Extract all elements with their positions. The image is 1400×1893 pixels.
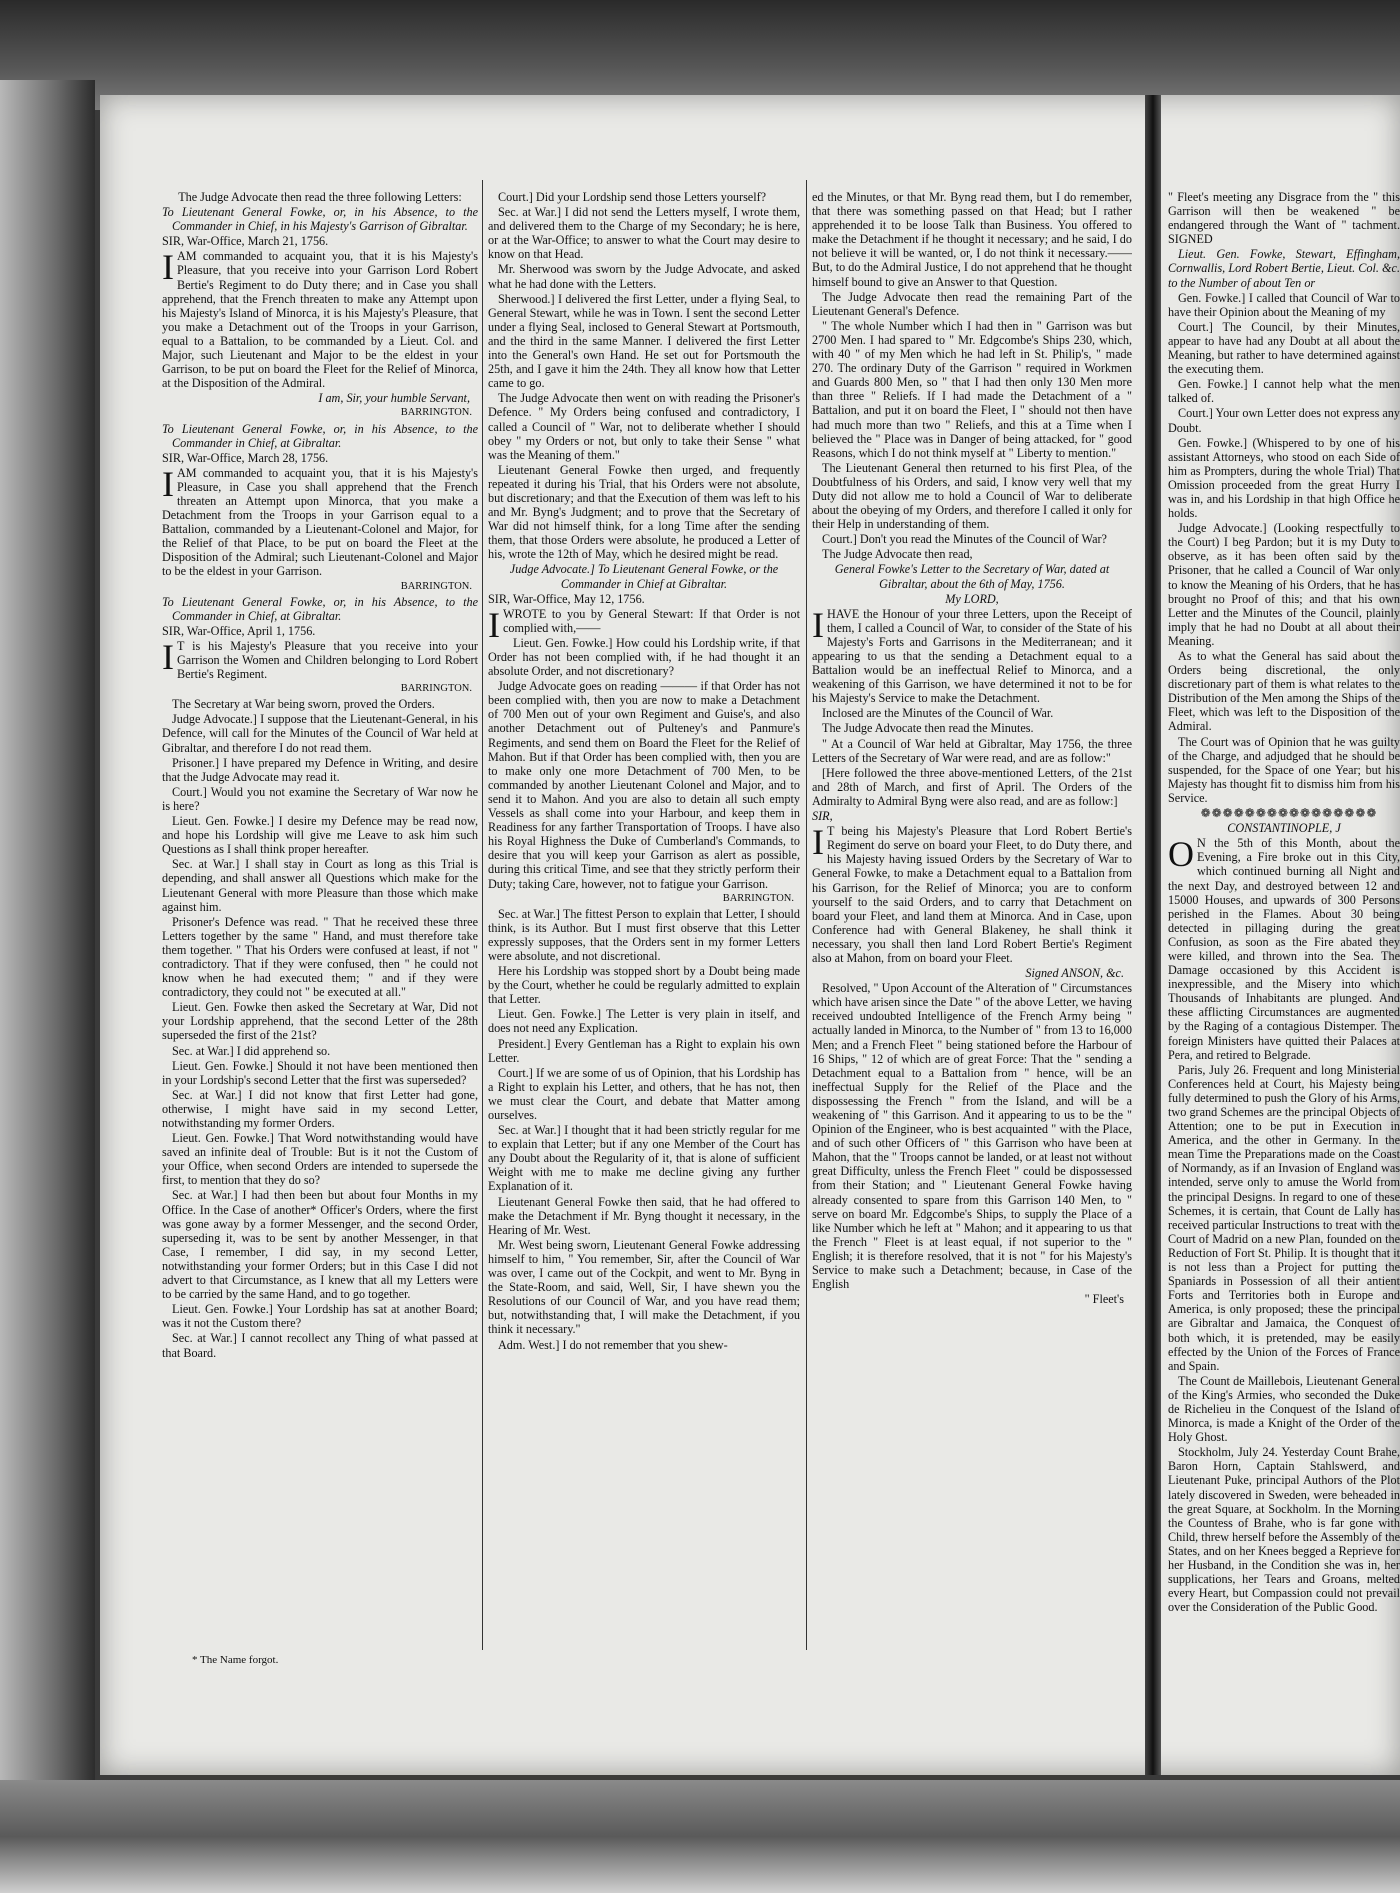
letter-6-body: I T being his Majesty's Pleasure that Lord Robert Bertie's Regiment do serve on board your Fleet, to do Duty there, and his Majesty having issued Orders by the Secretary of War to General Fowke, to make a Detachment equal to a Battalion from his Garrison, for the Relief of Minorca; you are to conform yourself to the said Orders, and to carry that Detachment on board your Fleet, and land them at Minorca. And in Case, upon Conference had with General Blakeney, he shall think it necessary, you shall then land Lord Robert Bertie's Regiment also at Mahon, from on board your Fleet. [812, 822, 1132, 965]
letter-4-date: SIR, War-Office, May 12, 1756. [488, 591, 645, 606]
photo-shadow-left [0, 80, 95, 1800]
column-1 [162, 190, 478, 1650]
paragraph: Court.] If we are some of us of Opinion, that his Lordship has a Right to explain his Letter, and others, that he has not, then we must clear the Court, and debate that Matter among ourselves. [488, 1065, 800, 1122]
paragraph: President.] Every Gentleman has a Right to explain his own Letter. [488, 1036, 800, 1065]
paragraph: [Here followed the three above-mentioned Letters, of the 21st and 28th of March, and first of April. The Orders of the Admiralty to Admiral Byng were also read, and are as follow:] [812, 765, 1132, 808]
paragraph: Lieut. Gen. Fowke.] Should it not have been mentioned then in your Lordship's second Letter that the first was superseded? [162, 1058, 478, 1087]
paragraph: Sec. at War.] I did not know that first Letter had gone, otherwise, I might have said in my second Letter, notwithstanding my former Orders. [162, 1087, 478, 1130]
paragraph: " At a Council of War held at Gibraltar, May 1756, the three Letters of the Secretary of War were read, and are as follow:" [812, 736, 1132, 765]
letter-4-signature: BARRINGTON. [722, 892, 794, 904]
paragraph: Court.] Did your Lordship send those Letters yourself? [498, 190, 767, 204]
news-item: Paris, July 26. Frequent and long Ministerial Conferences held at Court, his Majesty being fully determined to push the Glory of his Arms, two grand Schemes are the principal Objects of Attention; one to be put in Execution in America, and the other in Germany. In the mean Time the Preparations made on the Coast of Normandy, as if an Invasion of England was intended, serve only to amuse the World from the principal Designs. In regard to one of these Schemes, it is certain, that Count de Lally has received particular Instructions to treat with the Court of Madrid on a new Plan, founded on the Reduction of Fort St. Philip. It is thought that it is not less than a Project for putting the Spaniards in Possession of all their antient Forts and Territories both in Europe and America, is only proposed; these the principal are Gibraltar and Jamaica, the Conquest of both which, it is pretended, may be easily effected by the Union of the Forces of France and Spain. [1168, 1062, 1400, 1373]
letter-3-body: I T is his Majesty's Pleasure that you receive into your Garrison the Women and Children belonging to Lord Robert Bertie's Regiment. [162, 636, 478, 682]
column-3 [812, 190, 1132, 1650]
paragraph: The Court was of Opinion that he was guilty of the Charge, and adjudged that he should be suspended, for the Space of one Year; but his Majesty has thought fit to dismiss him from his Service. [1168, 734, 1400, 805]
letter-5-salutation: My LORD, [945, 591, 999, 606]
letter-2-address: To Lieutenant General Fowke, or, in his Absence, to the Commander in Chief, at Gibraltar. [162, 421, 478, 450]
catchword: " Fleet's [1084, 1292, 1124, 1307]
letter-1-address: To Lieutenant General Fowke, or, in his Absence, to the Commander in Chief, in his Majesty's Garrison of Gibraltar. [162, 205, 478, 234]
column-rule-2 [806, 180, 807, 1650]
paragraph: Judge Advocate goes on reading ——— if that Order has not been complied with, then you are now to make a Detachment of 700 Men out of your own Regiment and Guise's, and also another Detachment out of Pulteney's and Panmure's Regiments, and send them on Board the Fleet for the Relief of Mahon. But if that Order has been complied with, then you are to make only one more Detachment of 700 Men, to be commanded by another Lieutenant Colonel and Major, and to send it to Mahon. And you are also to detain all such empty Vessels as shall come into your Harbour, and keep them in Readiness for any farther Transportation of Troops. I have also his Royal Highness the Duke of Cumberland's Commands, to desire that you will keep your Garrison as alert as possible, during this critical Time, and see that they strictly perform their Duty; taking Care, however, not to fatigue your Garrison. [488, 679, 800, 891]
paragraph: Sec. at War.] I shall stay in Court as long as this Trial is depending, and shall answer all Questions which make for the Lieutenant General with more Pleasure than those which make against him. [162, 857, 478, 914]
footnote: * The Name forgot. [192, 1654, 279, 1666]
dateline: CONSTANTINOPLE, J [1227, 821, 1341, 836]
paragraph: Prisoner.] I have prepared my Defence in Writing, and desire that the Judge Advocate may read it. [162, 755, 478, 784]
paragraph: Sec. at War.] I thought that it had been strictly regular for me to explain that Letter; but if any one Member of the Court has any Doubt about the Regularity of it, that is alone of sufficient Weight with me to make me decline giving any further Explanation of it. [488, 1123, 800, 1194]
letter-2-date: SIR, War-Office, March 28, 1756. [162, 450, 329, 465]
paragraph: Sec. at War.] The fittest Person to explain that Letter, I should think, is its Author. But I must first observe that this Letter expressly supposes, that the Orders sent in my former Letters were absolute, and not discretional. [488, 906, 800, 963]
paragraph: The Lieutenant General then returned to his first Plea, of the Doubtfulness of his Orders, and said, I know very well that my Duty did not allow me to hold a Council of War to deliberate about the obeying of my Orders, and therefore I called it only for their Help in understanding of them. [812, 460, 1132, 532]
letter-2-body: IAM commanded to acquaint you, that it is his Majesty's Pleasure, in Case you shall apprehend that the French threaten an Attempt upon Minorca, that you make a Detachment from the Troops in your Garrison equal to a Battalion, commanded by a Lieutenant-Colonel and Major, for the Relief of that Place, to be put on board the Fleet at the Disposition of the Admiral; such Lieutenant-Colonel and Major to be the eldest in your Garrison. [162, 463, 478, 579]
paragraph: Sec. at War.] I did apprehend so. [172, 1043, 331, 1058]
letter-3-signature: BARRINGTON. [400, 683, 472, 695]
paragraph: Lieut. Gen. Fowke.] That Word notwithstanding would have saved an infinite deal of Trouble: But is it not the Custom of your Office, when second Orders are intended to supersede the first, to mention that they do so? [162, 1131, 478, 1188]
paragraph: Lieut. Gen. Fowke.] Your Lordship has sat at another Board; was it not the Custom there? [162, 1302, 478, 1331]
paragraph: Lieutenant General Fowke then said, that he had offered to make the Detachment if Mr. Byng thought it necessary, in the Hearing of Mr. West. [488, 1194, 800, 1237]
paragraph: Court.] Would you not examine the Secretary of War now he is here? [162, 784, 478, 813]
paragraph: Here his Lordship was stopped short by a Doubt being made by the Court, whether he could be regularly admitted to explain that Letter. [488, 964, 800, 1007]
paragraph: Court.] Don't you read the Minutes of the Council of War? [822, 532, 1107, 547]
paragraph: Court.] The Council, by their Minutes, appear to have had any Doubt at all about the Meaning, but rather to have determined against the executing them. [1168, 319, 1400, 377]
paragraph: " The whole Number which I had then in " Garrison was but 2700 Men. I had spared to " Mr. Edgcombe's Ships 230, which, with 40 " of my Men which he had left in St. Philip's, " made 270. The ordinary Duty of the Garrison " required in Workmen and Guards 800 Men, so " that I had then only 130 Men more than three " Reliefs. If I had made the Detachment of a " Battalion, and put it on board the Fleet, I " should not then have had much more than two " Reliefs, and this at a Time when I believed the " Place was in Danger of being attacked, for " good Reasons, which I do not think myself at " Liberty to mention." [812, 318, 1132, 460]
letter-6-signature: Signed ANSON, &c. [1025, 966, 1124, 981]
paragraph: Sec. at War.] I cannot recollect any Thing of what passed at that Board. [162, 1331, 478, 1360]
paragraph: The Judge Advocate then read, [822, 547, 973, 562]
letter-1-body: IAM commanded to acquaint you, that it is his Majesty's Pleasure, that you receive into your Garrison Lord Robert Bertie's Regiment to do Duty there; and in Case you shall apprehend, that the French threaten to make any Attempt upon his Majesty's Island of Minorca, it is his Majesty's Pleasure, that you make a Detachment out of the Troops in your Garrison, equal to a Battalion, to be commanded by a Lieut. Col. and Major, such Lieutenant and Major to be the eldest in your Garrison, to be put on board the Fleet for the Relief of Minorca, at the Disposition of the Admiral. [162, 247, 478, 391]
page-gutter [1145, 95, 1161, 1775]
letter-1-signature: BARRINGTON. [400, 407, 472, 419]
ornament-rule: ❁❁❁❁❁❁❁❁❁❁❁❁❁❁❁❁ [1200, 806, 1378, 821]
news-item: O N the 5th of this Month, about the Evening, a Fire broke out in this City, which continued burning all Night and the next Day, and destroyed between 12 and 15000 Houses, and upwards of 300 Persons perished in the Flames. About 30 being detected in pillaging during the great Confusion, as soon as the Fire abated they were killed, and thrown into the Sea. The Damage occasioned by this Accident is inexpressible, and the Misery into which Thousands of Inhabitants are plunged. And these afflicting Circumstances are augmented by the Raging of a contagious Distemper. The foreign Ministers have quitted their Palaces at Pera, and retired to Belgrade. [1168, 834, 1400, 1062]
letter-4-body: IWROTE to you by General Stewart: If that Order is not complied with,—— [488, 604, 800, 645]
letter-5-body: IHAVE the Honour of your three Letters, upon the Receipt of them, I called a Council of War, to consider of the State of his Majesty's Forts and Garrisons in the Mediterranean; and it appearing to us that the sending a Detachment equal to a Battalion would be an ineffectual Relief to Minorca, and a weakening of this Garrison, we have determined it not to be for his Majesty's Service to make the Detachment. [812, 604, 1132, 706]
photo-shadow-bottom [0, 1780, 1400, 1893]
paragraph: Lieut. Gen. Fowke.] I desire my Defence may be read now, and hope his Lordship will give me Leave to ask him such Questions as I shall think proper hereafter. [162, 814, 478, 857]
column-rule-1 [482, 180, 483, 1650]
photo-shadow-top [0, 0, 1400, 110]
paragraph: Lieut. Gen. Fowke.] The Letter is very plain in itself, and does not need any Explication. [488, 1007, 800, 1036]
paragraph: Judge Advocate.] (Looking respectfully to the Court) I beg Pardon; but it is my Duty to observe, as it has been often said by the Prisoner, that he called a Council of War only to know the Meaning of his Orders, that he has brought no Proof of this; and that his own Letter and the Minutes of the Council, plainly imply that he had no Doubt at all about their Meaning. [1168, 521, 1400, 648]
signatories: Lieut. Gen. Fowke, Stewart, Effingham, Cornwallis, Lord Robert Bertie, Lieut. Col. &c. to the Number of about Ten or [1168, 247, 1400, 290]
paragraph: Gen. Fowke.] I cannot help what the men talked of. [1168, 377, 1400, 406]
letter-5-title: General Fowke's Letter to the Secretary of War, dated at Gibraltar, about the 6th of May, 1756. [834, 562, 1110, 591]
paragraph: Sec. at War.] I did not send the Letters myself, I wrote them, and delivered them to the Charge of my Secondary; he is here, or at the War-Office; to answer to what the Court may desire to know on that Head. [488, 205, 800, 262]
paragraph: Inclosed are the Minutes of the Council of War. [822, 706, 1054, 721]
paragraph: Gen. Fowke.] I called that Council of War to have their Opinion about the Meaning of my [1168, 290, 1400, 319]
letter-3-address: To Lieutenant General Fowke, or, in his Absence, to the Commander in Chief, at Gibraltar. [162, 594, 478, 623]
paragraph: Sherwood.] I delivered the first Letter, under a flying Seal, to General Stewart, while he was in Town. I sent the second Letter under a flying Seal, inclosed to General Stewart at Portsmouth, and the third in the same Manner. I delivered the first Letter into the General's own Hand. He set out for Portsmouth the 25th, and I gave it him the 24th. They all know how that Letter came to go. [488, 291, 800, 391]
paragraph: Sec. at War.] I had then been but about four Months in my Office. In the Case of another* Officer's Orders, where the first was gone away by a former Messenger, and the second Order, superseding it, was to be sent by another Messenger, in that Case, I remember, I did say, in my second Letter, notwithstanding your former Orders; but in this Case I did not advert to that Circumstance, as I knew that all my Letters were to be carried by the same Hand, and to go together. [162, 1188, 478, 1302]
paragraph: ed the Minutes, or that Mr. Byng read them, but I do remember, that there was something passed on that Head; but I rather apprehended it to be loose Talk than Business. You offered to make the Detachment if he thought it necessary; and he said, I do not believe it will be wanted, or, I do not think it necessary.——But, to do the Admiral Justice, I do not apprehend that he thought himself bound to give an Answer to that Question. [812, 190, 1132, 289]
paragraph: Judge Advocate.] I suppose that the Lieutenant-General, in his Defence, will call for the Minutes of the Council of War held at Gibraltar, and therefore I do not read them. [162, 712, 478, 755]
paragraph: The Secretary at War being sworn, proved the Orders. [172, 697, 435, 712]
paragraph: The Judge Advocate then read the remaining Part of the Lieutenant General's Defence. [812, 289, 1132, 318]
paragraph: Gen. Fowke.] (Whispered to by one of his assistant Attorneys, who stood on each Side of him as Prompters, during the whole Trial) That Omission proceeded from the great Hurry I was in, and his Lordship in that high Office he holds. [1168, 435, 1400, 521]
paragraph: Lieut. Gen. Fowke.] How could his Lordship write, if that Order has not been complied with, if he had thought it an absolute Order, and not discretionary? [488, 635, 800, 679]
column-4 [1168, 190, 1400, 1650]
paragraph: The Judge Advocate then went on with reading the Prisoner's Defence. " My Orders being confused and contradictory, I called a Council of " War, not to deliberate whether I should obey " my Orders or not, but only to take their Sense " what was the Meaning of them." [488, 391, 800, 462]
paragraph: The Judge Advocate then read the Minutes. [822, 721, 1034, 736]
paragraph: Lieut. Gen. Fowke then asked the Secretary at War, Did not your Lordship apprehend, that the second Letter of the 28th superseded the first of the 21st? [162, 1000, 478, 1043]
paragraph: Lieutenant General Fowke then urged, and frequently repeated it during his Trial, that his Orders were not absolute, but discretionary; and that the Execution of them was left to his and Mr. Byng's Judgment; and to prove that the Secretary of War did not himself think, for a long Time after the sending them, that those Orders were absolute, he produced a Letter of his, wrote the 12th of May, which he desired might be read. [488, 462, 800, 562]
paragraph: Court.] Your own Letter does not express any Doubt. [1168, 406, 1400, 435]
letter-1-close: I am, Sir, your humble Servant, [318, 391, 470, 406]
letter-6-salutation: SIR, [812, 809, 833, 824]
paragraph: Adm. West.] I do not remember that you shew- [498, 1337, 728, 1352]
letter-3-date: SIR, War-Office, April 1, 1756. [162, 623, 316, 638]
paragraph: " Fleet's meeting any Disgrace from the " this Garrison will then be weakened " be endangered through the Want of " tachment. SIGNED [1168, 190, 1400, 247]
column-2 [488, 190, 800, 1650]
paragraph: Resolved, " Upon Account of the Alteration of " Circumstances which have arisen since the Date " of the above Letter, we having received undoubted Intelligence of the French Army being " actually landed in Minorca, to the Number of " from 13 to 16,000 Men; and a French Fleet " being stationed before the Harbour of 16 Ships, " 12 of which are of great Force: That the " sending a Detachment equal to a Battalion from " hence, will be an ineffectual Supply for the Relief of the Place and the dispossessing the French " from the Island, and will be a weakening of " this Garrison. And it appearing to us to be the " Opinion of the Engineer, who is best acquainted " with the Place, and of such other Officers of " this Garrison who have been at Mahon, that the " Troops cannot be landed, or at least not without great Difficulty, unless the French Fleet " could be dispossessed from their Station; and " Lieutenant General Fowke having already consented to spare from this Garrison 140 Men, to " serve on board Mr. Edgcombe's Ships, to supply the Place of a like Number which he left at " Mahon; and it appearing to us that the French " Fleet is at least equal, if not superior to the " English; it is therefore resolved, that it is not " for his Majesty's Service to make such a Detachment; because, in Case of the English [812, 981, 1132, 1292]
news-item: The Count de Maillebois, Lieutenant General of the King's Armies, who seconded the Duke de Richelieu in the Conquest of the Island of Minorca, is made a Knight of the Order of the Holy Ghost. [1168, 1373, 1400, 1445]
paragraph: Prisoner's Defence was read. " That he received these three Letters together by the same " Hand, and must therefore take them together. " That his Orders were confused at least, if not " contradictory. That if they were confused, then " he could not know when he had executed them; " and if they were contradictory, they could not " be executed at all." [162, 914, 478, 1000]
letter-2-signature: BARRINGTON. [400, 580, 472, 592]
news-item: Stockholm, July 24. Yesterday Count Brahe, Baron Horn, Captain Stahlswerd, and Lieutenant Puke, principal Authors of the Plot lately discovered in Sweden, were beheaded in the great Square, at Sockholm. In the Morning the Countess of Brahe, who is far gone with Child, threw herself before the Assembly of the States, and on her Knees begged a Reprieve for her Husband, in the Condition she was in, her supplications, her Tears and Groans, melted every Heart, but Compassion could not prevail over the Consideration of the Public Good. [1168, 1445, 1400, 1615]
heading: The Judge Advocate then read the three following Letters: [178, 190, 462, 204]
paragraph: Mr. West being sworn, Lieutenant General Fowke addressing himself to him, " You remember, Sir, after the Council of War was over, I came out of the Cockpit, and went to Mr. Byng in the State-Room, and said, Well, Sir, I have shewn you the Resolutions of our Council of War, and you have read them; but, notwithstanding that, I will make the Detachment, if you think it necessary." [488, 1237, 800, 1337]
letter-1-date: SIR, War-Office, March 21, 1756. [162, 234, 329, 249]
letter-4-address: Judge Advocate.] To Lieutenant General Fowke, or the Commander in Chief at Gibraltar. [509, 562, 779, 591]
paragraph: As to what the General has said about the Orders being discretional, the only discretionary part of them is what relates to the Distribution of the Men among the Ships of the Fleet, which was left to the Disposition of the Admiral. [1168, 649, 1400, 734]
paragraph: Mr. Sherwood was sworn by the Judge Advocate, and asked what he had done with the Letters. [488, 262, 800, 291]
